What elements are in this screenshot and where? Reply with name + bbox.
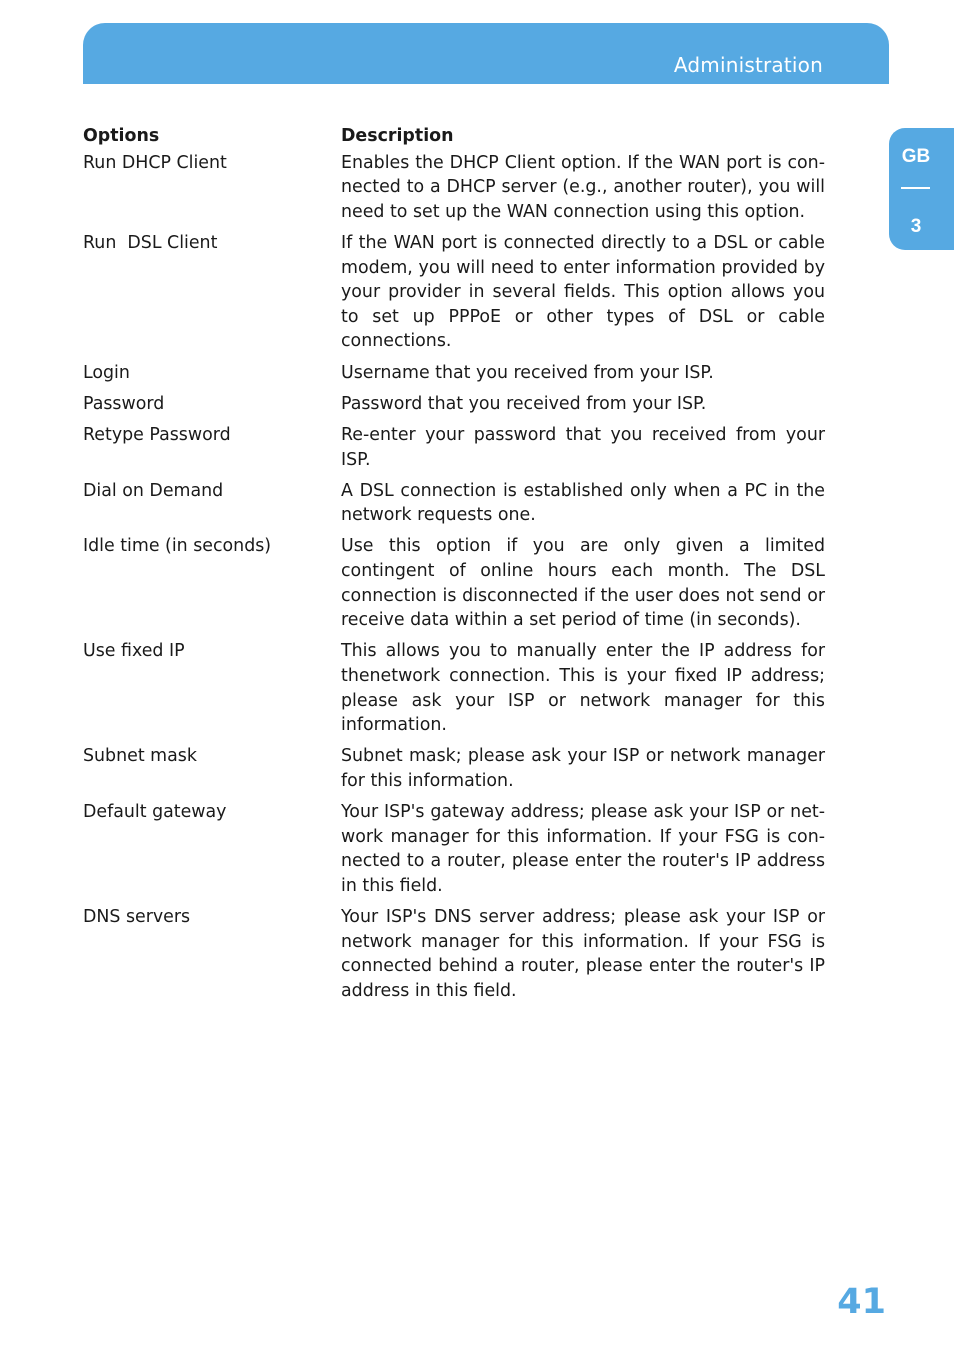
table-row xyxy=(83,534,825,632)
option-name: Run DHCP Client xyxy=(83,152,227,173)
header-bar xyxy=(83,23,889,84)
option-description: Re-enter your password that you received from your ISP. xyxy=(341,424,825,470)
option-description: Your ISP's gateway address; please ask your ISP or network manager for this information. If your FSG is connected to a router, please enter the router's IP address in this field. xyxy=(341,802,825,896)
option-name: Dial on Demand xyxy=(83,480,224,501)
options-table xyxy=(83,124,825,1010)
table-row xyxy=(83,639,825,737)
tab-divider xyxy=(901,187,930,189)
option-description: A DSL connection is established only when a PC in the network requests one. xyxy=(341,480,825,526)
option-description: Your ISP's DNS server address; please ask your ISP or network manager for this information. If your FSG is connected behind a router, please enter the router's IP address in this field. xyxy=(341,907,825,1001)
table-row xyxy=(83,231,825,354)
option-name: Run DSL Client xyxy=(83,232,218,253)
option-description: Password that you received from your ISP. xyxy=(341,393,707,414)
description-column-header: Description xyxy=(341,126,454,146)
option-description: Enables the DHCP Client option. If the WAN port is connected to a DHCP server (e.g., another router), you will need to set up the WAN connection using this option. xyxy=(341,152,825,222)
table-row xyxy=(83,744,825,793)
option-description: If the WAN port is connected directly to a DSL or cable modem, you will need to enter information provided by your provider in several fields. This option allows you to set up PPPoE or other types of DSL or cable connections. xyxy=(341,232,825,352)
section-title: Administration xyxy=(673,53,823,77)
table-row xyxy=(83,800,825,898)
table-row xyxy=(83,151,825,225)
option-name: Idle time (in seconds) xyxy=(83,536,272,557)
option-description: Subnet mask; please ask your ISP or network manager for this information. xyxy=(341,746,825,791)
table-row xyxy=(83,423,825,472)
chapter-tab xyxy=(889,128,954,250)
table-row xyxy=(83,392,825,417)
table-row xyxy=(83,905,825,1003)
option-name: Subnet mask xyxy=(83,746,197,767)
option-description: This allows you to manually enter the IP address for thenetwork connection. This is your fixed IP address; please ask your ISP or network manager for this information. xyxy=(341,641,825,736)
option-name: Password xyxy=(83,393,165,414)
option-description: Username that you received from your ISP. xyxy=(341,362,714,383)
table-row xyxy=(83,479,825,528)
option-description: Use this option if you are only given a limited contingent of online hours each month. The DSL connection is disconnected if the user does not send or receive data within a set period of time (in seconds). xyxy=(341,536,825,631)
page-number: 41 xyxy=(837,1282,886,1322)
chapter-number: 3 xyxy=(910,216,922,237)
option-name: Login xyxy=(83,362,130,383)
options-column-header: Options xyxy=(83,126,160,146)
language-label: GB xyxy=(901,146,931,167)
option-name: Retype Password xyxy=(83,424,231,445)
option-name: Use fixed IP xyxy=(83,641,185,662)
table-header-row xyxy=(83,124,825,149)
table-row xyxy=(83,361,825,386)
option-name: Default gateway xyxy=(83,802,227,823)
option-name: DNS servers xyxy=(83,907,191,928)
